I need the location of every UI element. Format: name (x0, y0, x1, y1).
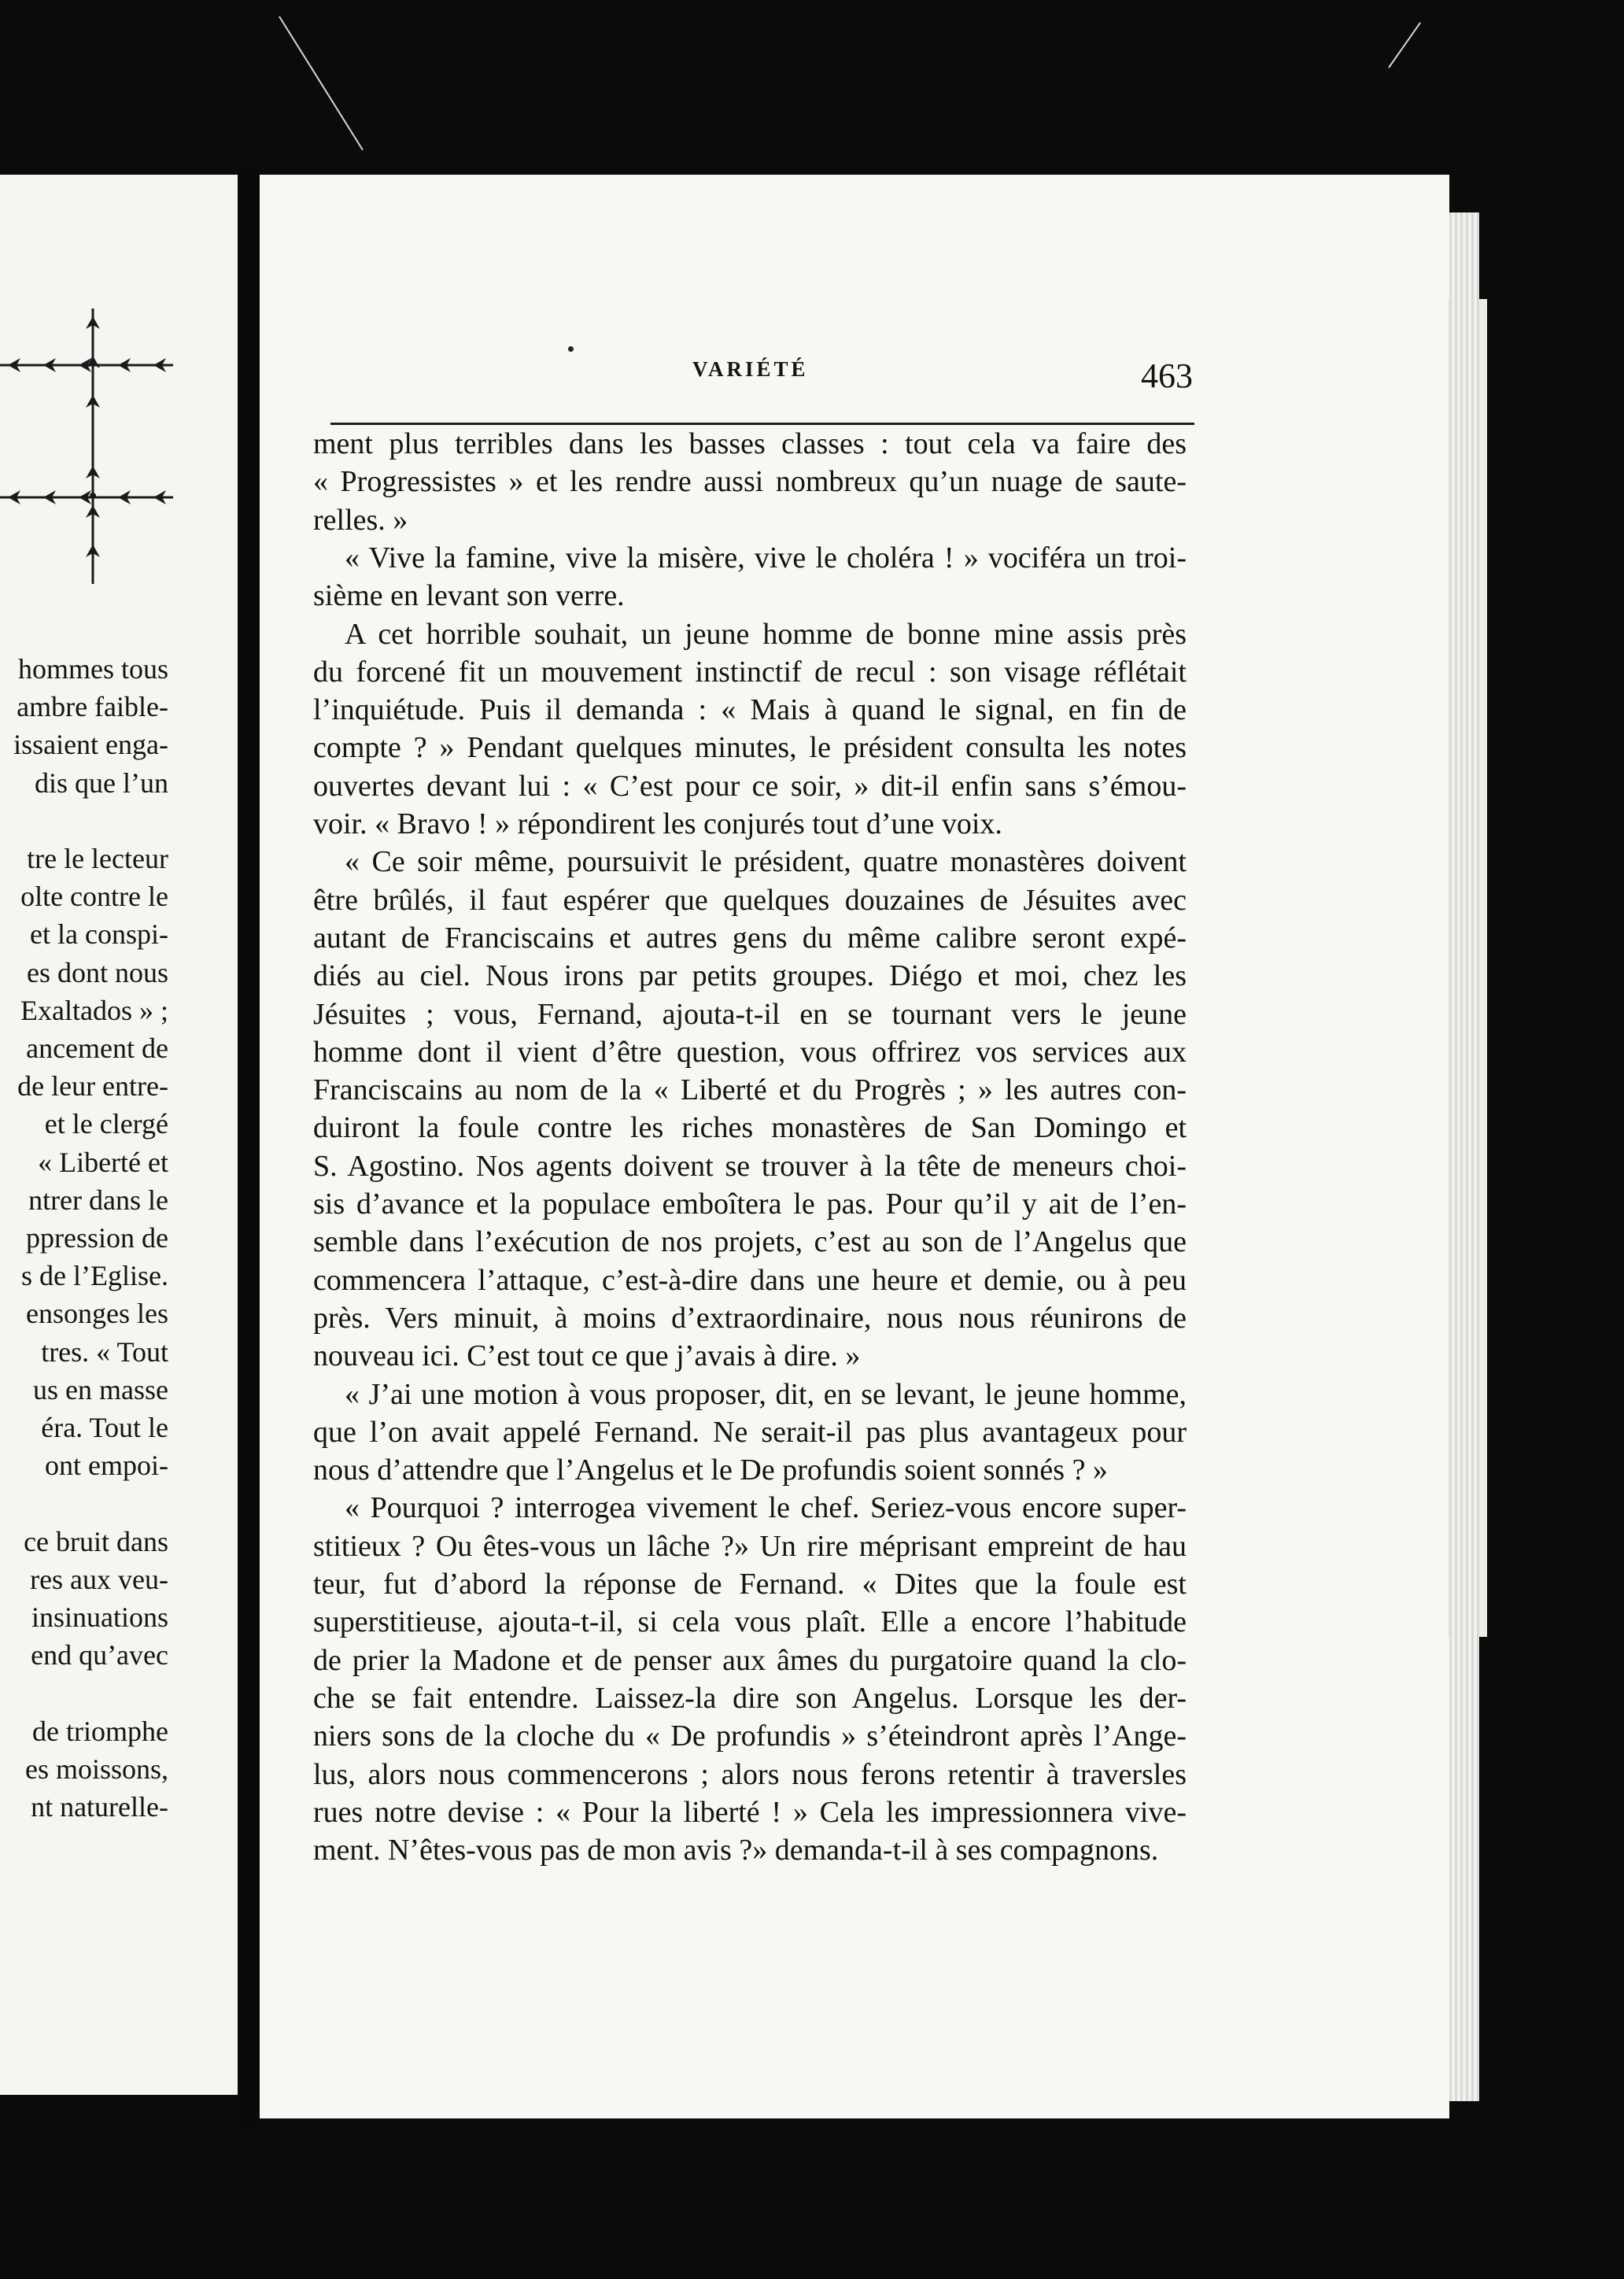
text-line: « Pourquoi ? interrogea vivement le chef. Seriez-vous encore super- (345, 1491, 1187, 1525)
left-text-line: ancement de (26, 1032, 168, 1064)
scan-scratch (279, 16, 364, 150)
text-line: Franciscains au nom de la « Liberté et du Progrès ; » les autres con- (313, 1073, 1187, 1107)
text-line: homme dont il vient d’être question, vous offrirez vos services aux (313, 1035, 1187, 1069)
left-text-line: olte contre le (20, 881, 168, 913)
left-text-line: nt naturelle- (31, 1791, 168, 1823)
left-text-line: ppression de (26, 1222, 168, 1254)
ink-mark (568, 346, 574, 352)
page-number: 463 (1141, 356, 1193, 395)
text-line: « Progressistes » et les rendre aussi nombreux qu’un nuage de saute- (313, 465, 1187, 499)
left-text-line: tre le lecteur (27, 843, 168, 874)
text-line: teur, fut d’abord la réponse de Fernand. « Dites que la foule est (313, 1568, 1187, 1601)
left-text-line: end qu’avec (31, 1639, 168, 1671)
text-line: du forcené fit un mouvement instinctif de recul : son visage réflétait (313, 655, 1187, 689)
ornament-border-icon (0, 349, 189, 381)
left-text-line: s de l’Eglise. (21, 1260, 168, 1292)
left-text-line: res aux veu- (30, 1563, 168, 1595)
text-line: nouveau ici. C’est tout ce que j’avais à dire. » (313, 1339, 861, 1373)
running-head: VARIÉTÉ (692, 357, 809, 381)
text-line: commencera l’attaque, c’est-à-dire dans une heure et demie, ou à peu (313, 1263, 1187, 1297)
text-line: diés au ciel. Nous irons par petits groupes. Diégo et moi, chez les (313, 959, 1187, 993)
left-text-line: issaient enga- (13, 729, 168, 761)
text-line: sis d’avance et la populace emboîtera le pas. Pour qu’il y ait de l’en- (313, 1188, 1187, 1221)
text-line: S. Agostino. Nos agents doivent se trouver à la tête de meneurs choi- (313, 1149, 1187, 1183)
left-text-line: hommes tous (17, 653, 168, 685)
left-text-line: ont empoi- (45, 1450, 168, 1482)
left-text-line: « Liberté et (38, 1146, 168, 1178)
left-text-line: éra. Tout le (41, 1412, 168, 1443)
text-line: de prier la Madone et de penser aux âmes du purgatoire quand la clo- (313, 1643, 1187, 1677)
text-line: ment plus terribles dans les basses classes : tout cela va faire des (313, 427, 1187, 460)
text-line: ouvertes devant lui : « C’est pour ce soir, » dit-il enfin sans s’émou- (313, 769, 1187, 803)
left-text-line: et le clergé (44, 1108, 168, 1140)
left-text-line: ce bruit dans (24, 1525, 168, 1557)
left-text-line: ntrer dans le (28, 1184, 168, 1216)
scan-scratch (1388, 22, 1421, 68)
left-text-line: ambre faible- (17, 691, 168, 723)
text-line: « Ce soir même, poursuivit le président, quatre monastères doivent (345, 845, 1187, 879)
text-line: rues notre devise : « Pour la liberté ! » Cela les impressionnera vive- (313, 1795, 1187, 1829)
left-page (0, 175, 238, 2095)
left-text-line: et la conspi- (30, 918, 168, 951)
text-line: stitieux ? Ou êtes-vous un lâche ?» Un rire méprisant empreint de hau (313, 1529, 1187, 1563)
text-line: A cet horrible souhait, un jeune homme de bonne mine assis près (345, 617, 1187, 651)
left-text-line: dis que l’un (35, 766, 168, 799)
text-line: duiront la foule contre les riches monastères de San Domingo et (313, 1111, 1187, 1145)
ornament-border-icon (0, 482, 189, 513)
left-text-line: de leur entre- (17, 1070, 168, 1103)
text-line: l’inquiétude. Puis il demanda : « Mais à quand le signal, en fin de (313, 693, 1187, 727)
text-line: être brûlés, il faut espérer que quelques douzaines de Jésuites avec (313, 883, 1187, 917)
text-line: compte ? » Pendant quelques minutes, le président consulta les notes (313, 731, 1187, 765)
text-line: lus, alors nous commencerons ; alors nous ferons retentir à traversles (313, 1757, 1187, 1791)
text-line: « Vive la famine, vive la misère, vive le choléra ! » vociféra un troi- (345, 541, 1187, 574)
left-text-line: de triomphe (32, 1715, 168, 1747)
left-text-line: ensonges les (26, 1298, 168, 1330)
left-text-line: insinuations (31, 1601, 168, 1633)
left-text-line: tres. « Tout (41, 1335, 168, 1368)
text-line: relles. » (313, 503, 408, 537)
text-line: nous d’attendre que l’Angelus et le De profundis soient sonnés ? » (313, 1453, 1108, 1487)
left-text-line: Exaltados » ; (20, 994, 168, 1026)
text-line: que l’on avait appelé Fernand. Ne serait-il pas plus avantageux pour (313, 1415, 1187, 1449)
text-line: voir. « Bravo ! » répondirent les conjurés tout d’une voix. (313, 807, 1002, 840)
text-line: Jésuites ; vous, Fernand, ajouta-t-il en se tournant vers le jeune (313, 997, 1187, 1031)
left-text-line: es moissons, (24, 1753, 168, 1785)
text-line: semble dans l’exécution de nos projets, c’est au son de l’Angelus que (313, 1225, 1187, 1259)
text-line: près. Vers minuit, à moins d’extraordinaire, nous nous réunirons de (313, 1301, 1187, 1335)
text-line: sième en levant son verre. (313, 579, 625, 613)
text-line: niers sons de la cloche du « De profundis » s’éteindront après l’Ange- (313, 1719, 1187, 1753)
text-line: che se fait entendre. Laissez-la dire son Angelus. Lorsque les der- (313, 1681, 1187, 1715)
text-line: « J’ai une motion à vous proposer, dit, en se levant, le jeune homme, (345, 1377, 1187, 1411)
page-stack (1449, 212, 1479, 2101)
left-text-line: es dont nous (27, 956, 168, 988)
left-text-line: us en masse (33, 1373, 168, 1405)
text-line: ment. N’êtes-vous pas de mon avis ?» demanda-t-il à ses compagnons. (313, 1834, 1159, 1867)
book-gutter (238, 165, 260, 2133)
text-line: autant de Franciscains et autres gens du même calibre seront expé- (313, 921, 1187, 955)
text-line: superstitieuse, ajouta-t-il, si cela vous plaît. Elle a encore l’habitude (313, 1605, 1187, 1639)
